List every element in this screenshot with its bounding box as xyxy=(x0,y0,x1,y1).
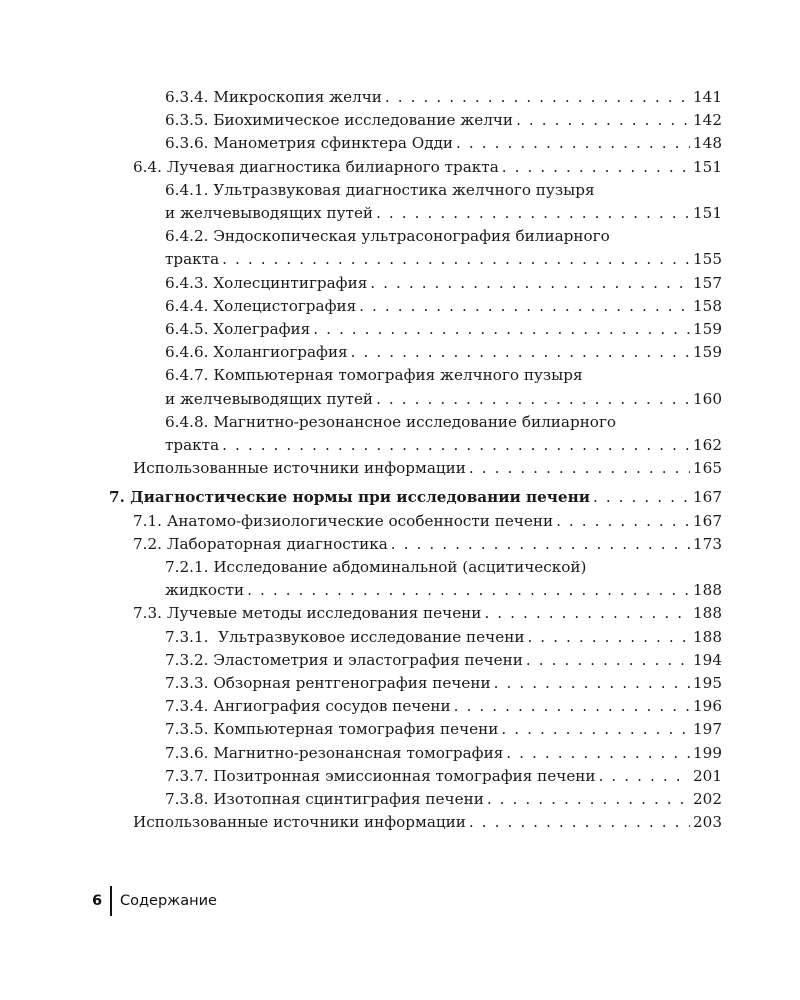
toc-entry-number: 6.4.2. xyxy=(165,227,209,246)
toc-entry-number: 7.3.8. xyxy=(165,790,209,809)
toc-entry-page: 141 xyxy=(693,88,722,106)
toc-entry[interactable] xyxy=(165,179,722,225)
toc-entry[interactable] xyxy=(165,341,722,364)
toc-entry-title: Изотопная сцинтиграфия печени xyxy=(213,790,484,809)
dot-leader xyxy=(391,533,690,556)
toc-entry-number: 6.4.4. xyxy=(165,296,209,315)
toc-entry-page: 201 xyxy=(693,766,722,785)
toc-entry-title: Холеграфия xyxy=(213,320,311,339)
dot-leader xyxy=(506,742,690,765)
toc-entry-number: 6.4.1. xyxy=(165,180,209,199)
toc-entry[interactable] xyxy=(165,225,722,271)
toc-entry[interactable] xyxy=(165,411,722,457)
toc-entry-page: 167 xyxy=(693,511,722,530)
dot-leader xyxy=(313,318,690,341)
toc-entry-title: Эластометрия и эластография печени xyxy=(213,650,523,669)
toc-entry-title: Биохимическое исследование желчи xyxy=(213,111,514,130)
dot-leader xyxy=(593,486,690,509)
toc-entry-page: 159 xyxy=(693,320,722,339)
toc-entry[interactable] xyxy=(133,811,722,834)
toc-entry-number: 7.2. xyxy=(133,534,162,553)
dot-leader xyxy=(351,341,690,364)
toc-entry-title-cont: тракта xyxy=(165,250,220,269)
toc-entry-page: 151 xyxy=(693,204,722,223)
dot-leader xyxy=(370,272,690,295)
dot-leader xyxy=(469,457,690,480)
dot-leader xyxy=(501,718,690,741)
toc-chapter-title: Диагностические нормы при исследовании печени xyxy=(130,488,590,507)
toc-entry[interactable] xyxy=(165,295,722,318)
toc-entry[interactable] xyxy=(165,672,722,695)
toc-entry-title-cont: и желчевыводящих путей xyxy=(165,204,374,223)
toc-entry-page: 202 xyxy=(693,790,722,809)
page-number: 6 xyxy=(92,893,103,909)
dot-leader xyxy=(454,695,690,718)
toc-entry-title: Использованные источники информации xyxy=(133,459,466,478)
toc-entry[interactable] xyxy=(133,156,722,179)
toc-entry[interactable] xyxy=(165,272,722,295)
dot-leader xyxy=(247,579,690,602)
toc-entry-number: 6.4.6. xyxy=(165,343,209,362)
toc-entry-number: 7.3.3. xyxy=(165,674,209,693)
toc-entry[interactable] xyxy=(165,649,722,672)
toc-entry-title: Магнитно-резонансная томография xyxy=(213,743,504,762)
dot-leader xyxy=(469,811,690,834)
toc-entry-page: 165 xyxy=(693,459,722,478)
toc-entry-title: Лучевые методы исследования печени xyxy=(166,604,482,623)
toc-entry-page: 155 xyxy=(693,250,722,269)
toc-entry-title: Магнитно-резонансное исследование билиарного xyxy=(213,412,617,431)
toc-entry-number: 7.3.7. xyxy=(165,766,209,785)
toc-entry-title-cont: жидкости xyxy=(165,581,245,600)
toc-entry-page: 167 xyxy=(693,488,722,507)
dot-leader xyxy=(484,602,690,625)
dot-leader xyxy=(516,109,690,132)
toc-entry[interactable] xyxy=(165,318,722,341)
toc-entry-page: 151 xyxy=(693,157,722,176)
toc-entry-page: 159 xyxy=(693,343,722,362)
toc-entry-number: 7.3.6. xyxy=(165,743,209,762)
toc-entry-title: Ультразвуковая диагностика желчного пузыря xyxy=(213,180,595,199)
toc-entry-title: Ультразвуковое исследование печени xyxy=(218,627,525,646)
dot-leader xyxy=(376,202,690,225)
toc-entry-number: 7.3.5. xyxy=(165,720,209,739)
toc-entry-title: Компьютерная томография печени xyxy=(213,720,499,739)
toc-entry-title: Холецистография xyxy=(213,296,357,315)
dot-leader xyxy=(222,248,690,271)
toc-entry-page: 173 xyxy=(693,534,722,553)
toc-entry-title: Исследование абдоминальной (асцитической) xyxy=(213,558,587,577)
toc-entry-page: 148 xyxy=(693,134,722,153)
toc-entry-page: 160 xyxy=(693,389,722,408)
toc-entry-page: 197 xyxy=(693,720,722,739)
toc-entry-number: 7.3.2. xyxy=(165,650,209,669)
toc-entry-title: Анатомо-физиологические особенности печени xyxy=(166,511,554,530)
toc-entry-page: 157 xyxy=(693,273,722,292)
toc-entry-page: 188 xyxy=(693,604,722,623)
dot-leader xyxy=(359,295,690,318)
toc-entry-title: Использованные источники информации xyxy=(133,813,466,832)
toc-entry[interactable] xyxy=(165,109,722,132)
toc-entry-title: Холангиография xyxy=(213,343,348,362)
toc-entry-title: Позитронная эмиссионная томография печени xyxy=(213,766,596,785)
toc-entry[interactable] xyxy=(165,765,722,788)
toc-entry-number: 6.3.4. xyxy=(165,88,209,106)
toc-entry[interactable] xyxy=(133,533,722,556)
toc-entry-page: 188 xyxy=(693,581,722,600)
toc-entry-number: 6.4.8. xyxy=(165,412,209,431)
dot-leader xyxy=(599,765,690,788)
toc-entry-number: 7. xyxy=(109,488,125,507)
toc-entry-title: Лучевая диагностика билиарного тракта xyxy=(166,157,499,176)
toc-entry[interactable] xyxy=(165,86,722,109)
toc-entry-title: Компьютерная томография желчного пузыря xyxy=(213,366,583,385)
dot-leader xyxy=(222,434,690,457)
toc-entry-number: 6.3.6. xyxy=(165,134,209,153)
toc-entry[interactable] xyxy=(165,788,722,811)
toc-entry-page: 162 xyxy=(693,436,722,455)
dot-leader xyxy=(385,86,690,109)
toc-entry[interactable] xyxy=(165,556,722,602)
toc-entry-title: Микроскопия желчи xyxy=(213,88,382,106)
toc-entry[interactable] xyxy=(165,626,722,649)
toc-entry-title-cont: и желчевыводящих путей xyxy=(165,389,374,408)
toc-entry-title: Эндоскопическая ультрасонография билиарного xyxy=(213,227,610,246)
toc-entry-page: 142 xyxy=(693,111,722,130)
toc-entry-title: Лабораторная диагностика xyxy=(166,534,388,553)
toc-entry-page: 188 xyxy=(693,627,722,646)
dot-leader xyxy=(527,626,690,649)
toc-entry-number: 6.4.5. xyxy=(165,320,209,339)
toc-entry[interactable] xyxy=(133,457,722,480)
toc-entry-title: Манометрия сфинктера Одди xyxy=(213,134,454,153)
toc-entry-title: Обзорная рентгенография печени xyxy=(213,674,491,693)
toc-entry-page: 203 xyxy=(693,813,722,832)
dot-leader xyxy=(456,132,690,155)
toc-entry[interactable] xyxy=(133,602,722,625)
toc-entry-title: Ангиография сосудов печени xyxy=(213,697,451,716)
toc-entry-number: 6.3.5. xyxy=(165,111,209,130)
toc-entry[interactable] xyxy=(165,132,722,155)
toc-entry-page: 158 xyxy=(693,296,722,315)
toc-entry[interactable] xyxy=(165,742,722,765)
toc-entry-title-cont: тракта xyxy=(165,436,220,455)
toc-entry-page: 199 xyxy=(693,743,722,762)
toc-entry-number: 7.1. xyxy=(133,511,162,530)
dot-leader xyxy=(376,388,690,411)
toc-entry-number: 7.3. xyxy=(133,604,162,623)
toc-entry-number: 6.4.7. xyxy=(165,366,209,385)
dot-leader xyxy=(494,672,690,695)
table-of-contents xyxy=(0,86,800,835)
dot-leader xyxy=(502,156,690,179)
toc-entry-page: 194 xyxy=(693,650,722,669)
toc-entry-number: 6.4. xyxy=(133,157,162,176)
toc-entry[interactable] xyxy=(133,510,722,533)
toc-chapter-entry[interactable] xyxy=(109,486,722,509)
running-header-section: Содержание xyxy=(120,893,217,909)
toc-entry-number: 7.3.4. xyxy=(165,697,209,716)
toc-entry[interactable] xyxy=(165,718,722,741)
toc-entry-page: 196 xyxy=(693,697,722,716)
toc-entry-number: 6.4.3. xyxy=(165,273,209,292)
toc-entry[interactable] xyxy=(165,364,722,410)
dot-leader xyxy=(487,788,690,811)
toc-entry-title: Холесцинтиграфия xyxy=(213,273,368,292)
toc-entry-number: 7.2.1. xyxy=(165,558,209,577)
toc-entry[interactable] xyxy=(165,695,722,718)
dot-leader xyxy=(526,649,690,672)
dot-leader xyxy=(556,510,690,533)
toc-entry-page: 195 xyxy=(693,674,722,693)
page-footer xyxy=(92,886,217,916)
footer-divider xyxy=(110,886,112,916)
toc-entry-number: 7.3.1. xyxy=(165,627,209,646)
